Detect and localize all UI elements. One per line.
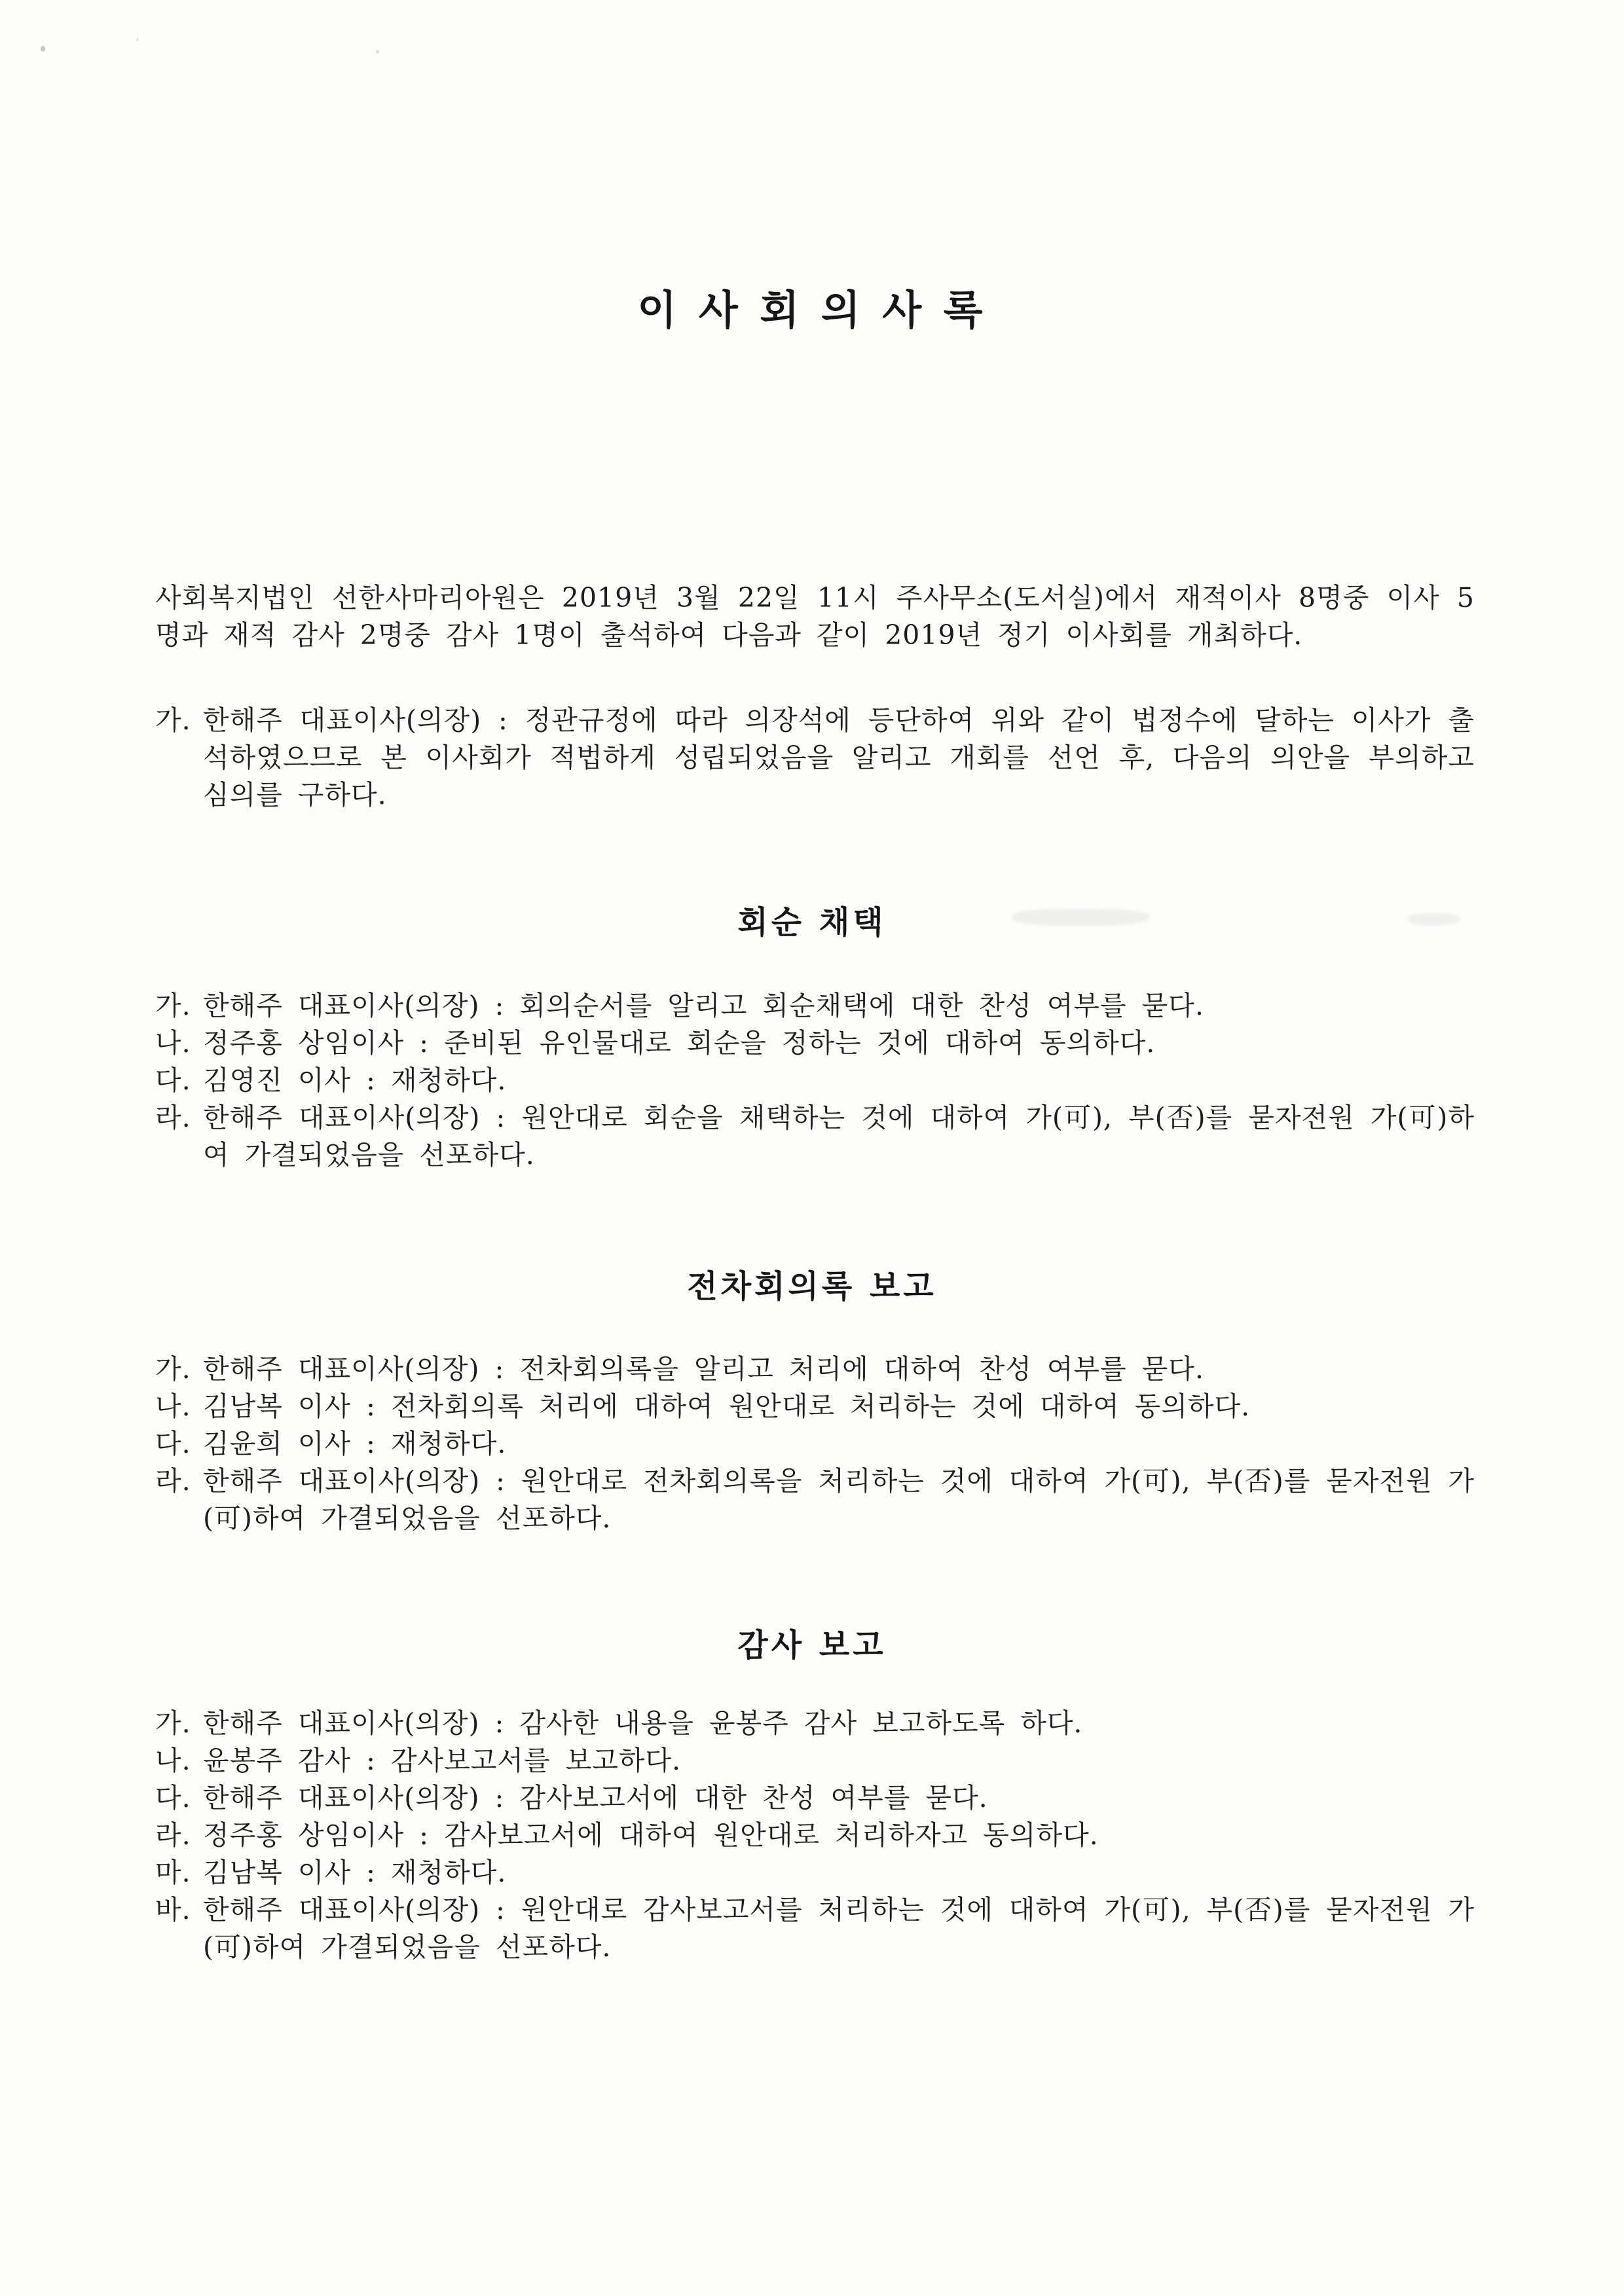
scan-artifact	[136, 38, 139, 41]
list-item	[155, 1388, 1475, 1425]
list-item	[155, 702, 1475, 814]
list-item	[155, 1025, 1475, 1062]
item-text: 김영진 이사 : 재청하다.	[203, 1065, 507, 1096]
section-heading-audit-report: 감사 보고	[737, 1627, 887, 1664]
list-item	[155, 1779, 1475, 1817]
item-text: 윤봉주 감사 : 감사보고서를 보고하다.	[203, 1745, 682, 1776]
item-label: 나.	[155, 1745, 191, 1776]
item-text: 한해주 대표이사(의장) : 정관규정에 따라 의장석에 등단하여 위와 같이 법정수에 달하는 이사가 출석하였으므로 본 이사회가 적법하게 성립되었음을 알리고 개회를 선언 후, 다음의 의안을 부의하고 심의를 구하다.	[203, 704, 1475, 811]
scan-artifact	[376, 50, 379, 54]
list-item	[155, 1463, 1475, 1537]
item-text: 한해주 대표이사(의장) : 회의순서를 알리고 회순채택에 대한 찬성 여부를 묻다.	[203, 990, 1204, 1021]
scan-artifact	[41, 46, 45, 52]
item-label: 나.	[155, 1027, 191, 1059]
section-heading-agenda-adoption: 회순 채택	[737, 904, 887, 941]
list-item	[155, 1854, 1475, 1891]
item-text: 한해주 대표이사(의장) : 원안대로 감사보고서를 처리하는 것에 대하여 가(可), 부(否)를 묻자전원 가(可)하여 가결되었음을 선포하다.	[203, 1894, 1475, 1963]
item-label: 라.	[155, 1102, 191, 1133]
list-item	[155, 1742, 1475, 1779]
item-label: 가.	[155, 704, 191, 736]
list-item	[155, 987, 1475, 1025]
list-item	[155, 1817, 1475, 1854]
item-label: 다.	[155, 1065, 191, 1096]
document-title: 이 사 회 의 사 록	[637, 286, 987, 334]
item-label: 나.	[155, 1391, 191, 1422]
item-label: 라.	[155, 1819, 191, 1851]
section-items-agenda-adoption	[155, 987, 1475, 1174]
list-item	[155, 1351, 1475, 1388]
scan-artifact	[1408, 913, 1460, 925]
section-items-previous-minutes	[155, 1351, 1475, 1537]
list-item	[155, 1891, 1475, 1966]
item-label: 마.	[155, 1857, 191, 1888]
item-label: 라.	[155, 1465, 191, 1497]
item-label: 다.	[155, 1428, 191, 1459]
item-label: 가.	[155, 990, 191, 1021]
item-text: 한해주 대표이사(의장) : 감사한 내용을 윤봉주 감사 보고하도록 하다.	[203, 1707, 1083, 1739]
opening-statement	[155, 702, 1475, 814]
item-text: 김남복 이사 : 재청하다.	[203, 1857, 507, 1888]
section-items-audit-report	[155, 1705, 1475, 1966]
item-text: 한해주 대표이사(의장) : 원안대로 전차회의록을 처리하는 것에 대하여 가(可), 부(否)를 묻자전원 가(可)하여 가결되었음을 선포하다.	[203, 1465, 1475, 1534]
list-item	[155, 1425, 1475, 1463]
scan-artifact	[1012, 909, 1149, 926]
list-item	[155, 1099, 1475, 1174]
item-text: 한해주 대표이사(의장) : 원안대로 회순을 채택하는 것에 대하여 가(可), 부(否)를 묻자전원 가(可)하여 가결되었음을 선포하다.	[203, 1102, 1475, 1171]
item-text: 정주홍 상임이사 : 감사보고서에 대하여 원안대로 처리하자고 동의하다.	[203, 1819, 1099, 1851]
list-item	[155, 1062, 1475, 1099]
item-text: 한해주 대표이사(의장) : 감사보고서에 대한 찬성 여부를 묻다.	[203, 1782, 988, 1813]
item-label: 가.	[155, 1707, 191, 1739]
item-text: 김남복 이사 : 전차회의록 처리에 대하여 원안대로 처리하는 것에 대하여 동의하다.	[203, 1391, 1251, 1422]
item-text: 한해주 대표이사(의장) : 전차회의록을 알리고 처리에 대하여 찬성 여부를 묻다.	[203, 1353, 1204, 1385]
item-label: 가.	[155, 1353, 191, 1385]
section-heading-previous-minutes: 전차회의록 보고	[687, 1268, 937, 1305]
list-item	[155, 1705, 1475, 1742]
intro-paragraph: 사회복지법인 선한사마리아원은 2019년 3월 22일 11시 주사무소(도서실)에서 재적이사 8명중 이사 5명과 재적 감사 2명중 감사 1명이 출석하여 다음과 같이 2019년 정기 이사회를 개최하다.	[155, 582, 1475, 651]
item-text: 김윤희 이사 : 재청하다.	[203, 1428, 507, 1459]
item-label: 바.	[155, 1894, 191, 1925]
item-text: 정주홍 상임이사 : 준비된 유인물대로 회순을 정하는 것에 대하여 동의하다.	[203, 1027, 1156, 1059]
item-label: 다.	[155, 1782, 191, 1813]
